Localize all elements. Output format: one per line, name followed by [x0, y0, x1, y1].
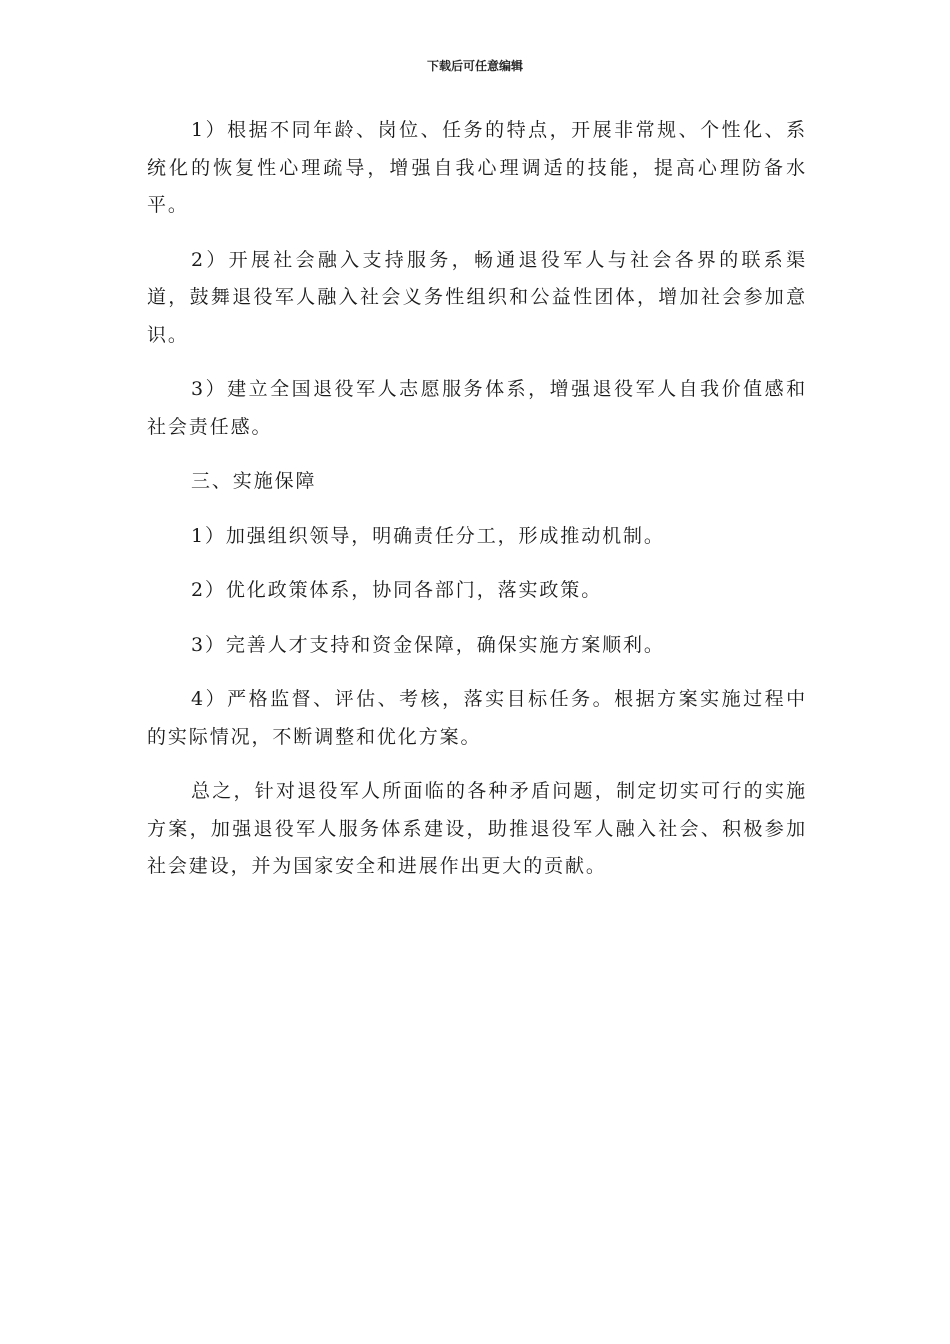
- paragraph-supervision: 4）严格监督、评估、考核，落实目标任务。根据方案实施过程中的实际情况，不断调整和优化方案。: [147, 688, 807, 748]
- paragraph-conclusion: 总之，针对退役军人所面临的各种矛盾问题，制定切实可行的实施方案，加强退役军人服务体系建设，助推退役军人融入社会、积极参加社会建设，并为国家安全和进展作出更大的贡献。: [147, 780, 807, 877]
- page-header: 下载后可任意编辑: [426, 59, 523, 73]
- paragraph-social-integration: 2）开展社会融入支持服务，畅通退役军人与社会各界的联系渠道，鼓舞退役军人融入社会义务性组织和公益性团体，增加社会参加意识。: [147, 248, 807, 346]
- paragraph-policy-system: 2）优化政策体系，协同各部门，落实政策。: [191, 579, 603, 601]
- document-body: [147, 112, 807, 903]
- paragraph-organization-leadership: 1）加强组织领导，明确责任分工，形成推动机制。: [191, 524, 665, 547]
- section-heading-implementation: 三、实施保障: [191, 470, 317, 492]
- paragraph-volunteer-system: 3）建立全国退役军人志愿服务体系，增强退役军人自我价值感和社会责任感。: [147, 378, 807, 438]
- paragraph-psychological-guidance: 1）根据不同年龄、岗位、任务的特点，开展非常规、个性化、系统化的恢复性心理疏导，增强自我心理调适的技能，提高心理防备水平。: [147, 119, 807, 216]
- paragraph-talent-funding: 3）完善人才支持和资金保障，确保实施方案顺利。: [191, 633, 665, 656]
